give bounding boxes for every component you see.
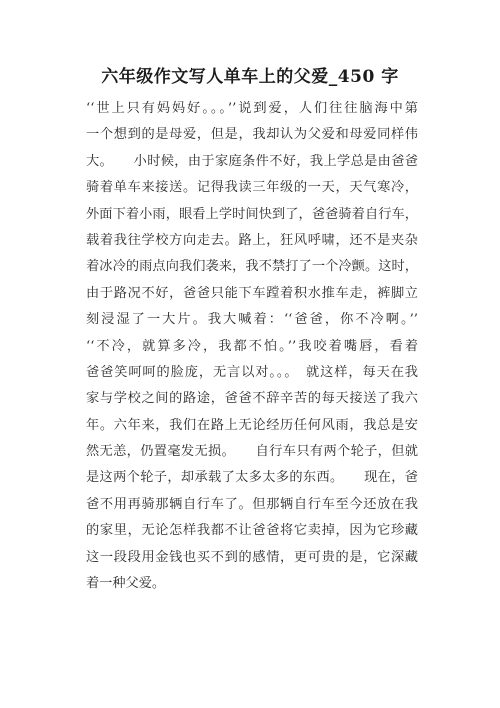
body-line: 家与学校之间的路途，爸爸不辞辛苦的每天接送了我六 <box>86 391 418 407</box>
body-line: 的家里，无论怎样我都不让爸爸将它卖掉，因为它珍藏 <box>86 523 418 539</box>
body-line: 载着我往学校方向走去。路上，狂风呼啸，还不是夹杂 <box>86 232 418 248</box>
document-body <box>86 96 418 597</box>
body-line: 着一种父爱。 <box>86 576 166 592</box>
body-line: 骑着单车来接送。记得我读三年级的一天，天气寒冷， <box>86 180 418 196</box>
body-line: 大。 小时候，由于家庭条件不好，我上学总是由爸爸 <box>86 153 418 169</box>
body-line: 爸爸笑呵呵的脸庞，无言以对。。。 就这样，每天在我 <box>86 364 418 380</box>
body-line: 爸不用再骑那辆自行车了。但那辆自行车至今还放在我 <box>86 496 418 512</box>
body-line: ‘‘世上只有妈妈好。。。’’说到爱，人们往往脑海中第 <box>86 101 418 116</box>
body-line: 是这两个轮子，却承载了太多太多的东西。 现在，爸 <box>86 470 418 486</box>
body-line: 年。六年来，我们在路上无论经历任何风雨，我总是安 <box>86 417 418 433</box>
body-line: 一个想到的是母爱，但是，我却认为父爱和母爱同样伟 <box>86 127 418 143</box>
body-line: 外面下着小雨，眼看上学时间快到了，爸爸骑着自行车， <box>86 206 418 222</box>
body-line: 刻浸湿了一大片。我大喊着：‘‘爸爸，你不冷啊。’’ <box>86 312 418 328</box>
body-line: 由于路况不好，爸爸只能下车蹚着积水推车走，裤脚立 <box>86 285 418 301</box>
body-line: 这一段段用金钱也买不到的感情，更可贵的是，它深藏 <box>86 549 418 565</box>
body-line: ‘‘不冷，就算多冷，我都不怕。’’我咬着嘴唇，看着 <box>86 338 418 354</box>
body-line: 然无恙，仍置毫发无损。 自行车只有两个轮子，但就 <box>86 444 418 460</box>
body-line: 着冰冷的雨点向我们袭来，我不禁打了一个冷颤。这时， <box>86 259 418 275</box>
document-title: 六年级作文写人单车上的父爱_450 字 <box>101 67 399 87</box>
